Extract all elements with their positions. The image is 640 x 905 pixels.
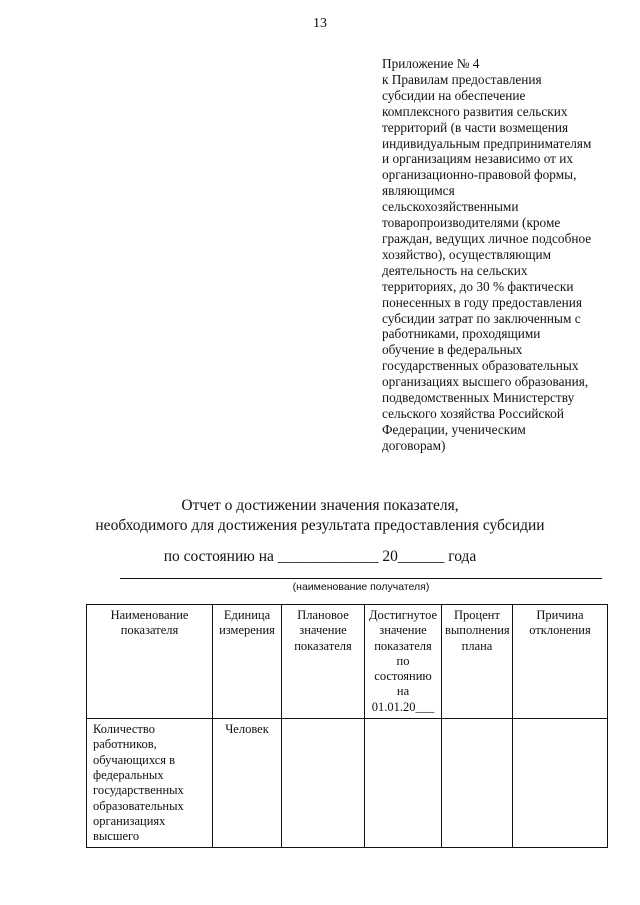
appendix-line: сельского хозяйства Российской (382, 405, 564, 421)
appendix-line: работниками, проходящими (382, 326, 541, 342)
appendix-line: обучение в федеральных (382, 342, 523, 358)
planned-value-cell (282, 719, 365, 848)
table-header-row (87, 605, 608, 719)
appendix-line: государственных образовательных (382, 358, 579, 374)
report-title-line2: необходимого для достижения результата предоставления субсидии (95, 517, 545, 534)
report-title-line1: Отчет о достижении значения показателя, (181, 497, 459, 514)
appendix-line: понесенных в году предоставления (382, 294, 582, 310)
appendix-line: организациях высшего образования, (382, 374, 589, 390)
appendix-line: индивидуальным предпринимателям (382, 135, 592, 151)
appendix-line: граждан, ведущих личное подсобное (382, 230, 592, 246)
table-row (87, 719, 608, 848)
column-header: Единица измерения (213, 605, 282, 719)
appendix-line: являющимся (382, 183, 455, 199)
appendix-line: сельскохозяйственными (382, 199, 519, 215)
appendix-line: субсидии затрат по заключенным с (382, 310, 581, 326)
appendix-line: и организациям независимо от их (382, 151, 574, 167)
column-header: Причина отклонения (513, 605, 608, 719)
appendix-line: территориях, до 30 % фактически (382, 278, 574, 294)
appendix-line: подведомственных Министерству (382, 390, 575, 406)
appendix-line: товаропроизводителями (кроме (382, 215, 561, 231)
appendix-block (382, 56, 627, 454)
indicator-table (86, 604, 608, 848)
appendix-line: договорам) (382, 437, 446, 453)
report-title (0, 496, 640, 536)
appendix-line: Федерации, ученическим (382, 421, 526, 437)
appendix-line: субсидии на обеспечение (382, 87, 526, 103)
appendix-line: организационно-правовой формы, (382, 167, 577, 183)
indicator-name-cell: Количество работников, обучающихся в федеральных государственных образовательных организациях высшего (87, 719, 213, 848)
appendix-line: Приложение № 4 (382, 56, 480, 71)
appendix-line: комплексного развития сельских (382, 103, 568, 119)
recipient-caption: (наименование получателя) (292, 581, 430, 593)
appendix-line: к Правилам предоставления (382, 71, 542, 87)
appendix-line: территорий (в части возмещения (382, 119, 569, 135)
percent-cell (442, 719, 513, 848)
column-header: Плановое значение показателя (282, 605, 365, 719)
column-header: Наименование показателя (87, 605, 213, 719)
unit-cell: Человек (213, 719, 282, 848)
recipient-name-line (120, 578, 602, 579)
appendix-line: хозяйство), осуществляющим (382, 246, 551, 262)
achieved-value-cell (365, 719, 442, 848)
appendix-line: деятельность на сельских (382, 262, 528, 278)
report-date-line: по состоянию на _____________ 20______ года (163, 548, 477, 565)
column-header: Процент выполнения плана (442, 605, 513, 719)
reason-cell (513, 719, 608, 848)
column-header: Достигнутое значение показателя по состоянию на 01.01.20___ (365, 605, 442, 719)
page-number: 13 (313, 16, 327, 31)
